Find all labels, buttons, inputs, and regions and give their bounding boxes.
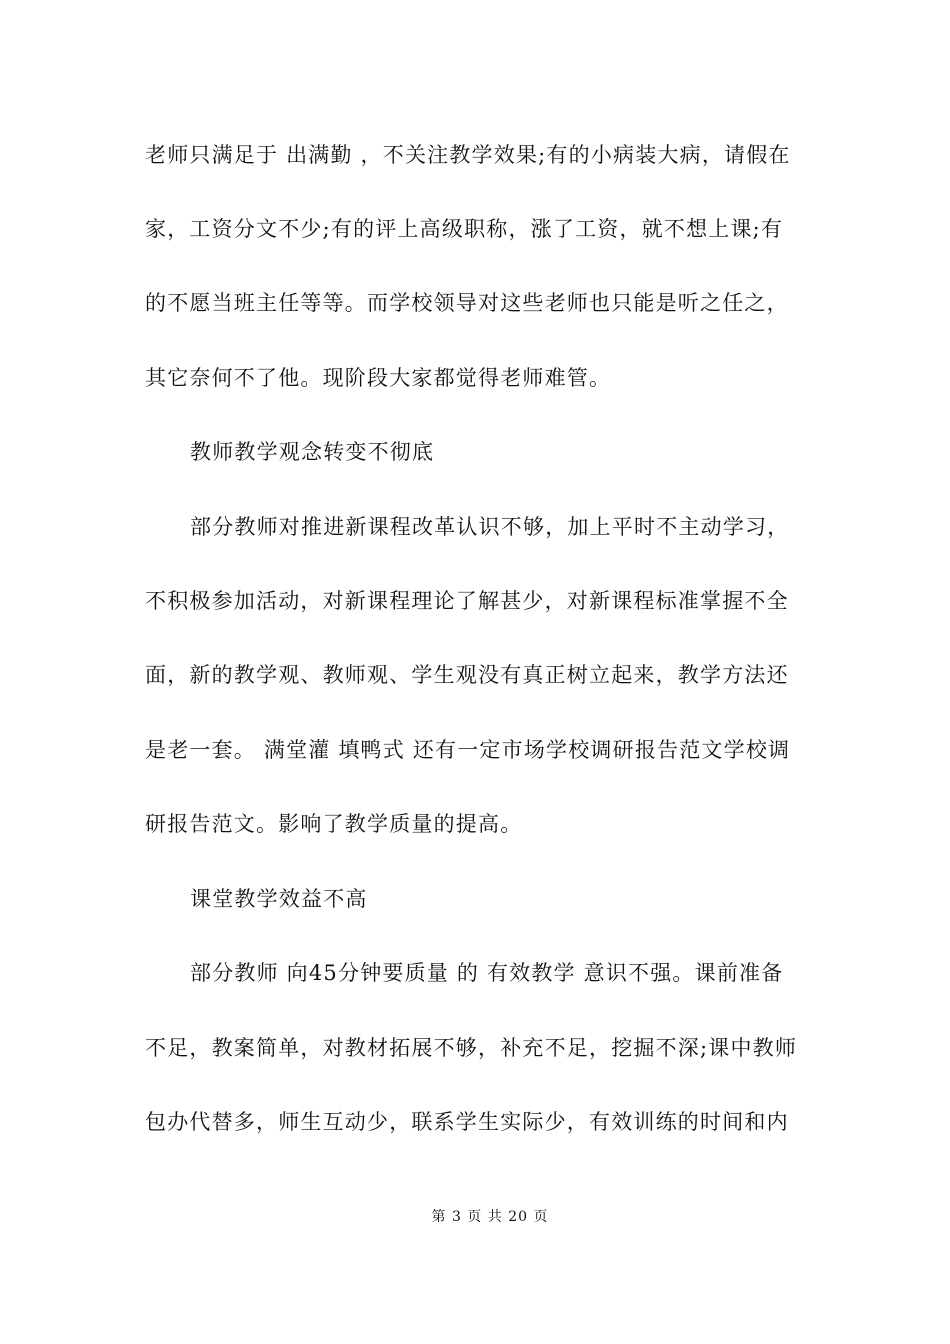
paragraph-line: 研报告范文。影响了教学质量的提高。	[145, 812, 523, 836]
section-heading: 教师教学观念转变不彻底	[190, 440, 435, 464]
paragraph-line: 不积极参加活动，对新课程理论了解甚少，对新课程标准掌握不全	[145, 589, 789, 613]
paragraph-line: 老师只满足于 出满勤 ，不关注教学效果;有的小病装大病，请假在	[145, 143, 791, 167]
paragraph-line: 不足，教案简单，对教材拓展不够，补充不足，挖掘不深;课中教师	[145, 1036, 798, 1060]
paragraph-line: 家，工资分文不少;有的评上高级职称，涨了工资，就不想上课;有	[145, 217, 784, 241]
paragraph-line: 其它奈何不了他。现阶段大家都觉得老师难管。	[145, 366, 612, 390]
paragraph-line: 部分教师对推进新课程改革认识不够，加上平时不主动学习，	[190, 515, 790, 539]
section-heading: 课堂教学效益不高	[190, 887, 368, 911]
paragraph-line: 是老一套。 满堂灌 填鸭式 还有一定市场学校调研报告范文学校调	[145, 738, 791, 762]
paragraph-line: 包办代替多，师生互动少，联系学生实际少，有效训练的时间和内	[145, 1110, 789, 1134]
page-number-footer: 第 3 页 共 20 页	[431, 1209, 549, 1225]
paragraph-line: 面，新的教学观、教师观、学生观没有真正树立起来，教学方法还	[145, 663, 789, 687]
paragraph-line: 的不愿当班主任等等。而学校领导对这些老师也只能是听之任之，	[145, 291, 789, 315]
paragraph-line: 部分教师 向45分钟要质量 的 有效教学 意识不强。课前准备	[190, 961, 784, 985]
